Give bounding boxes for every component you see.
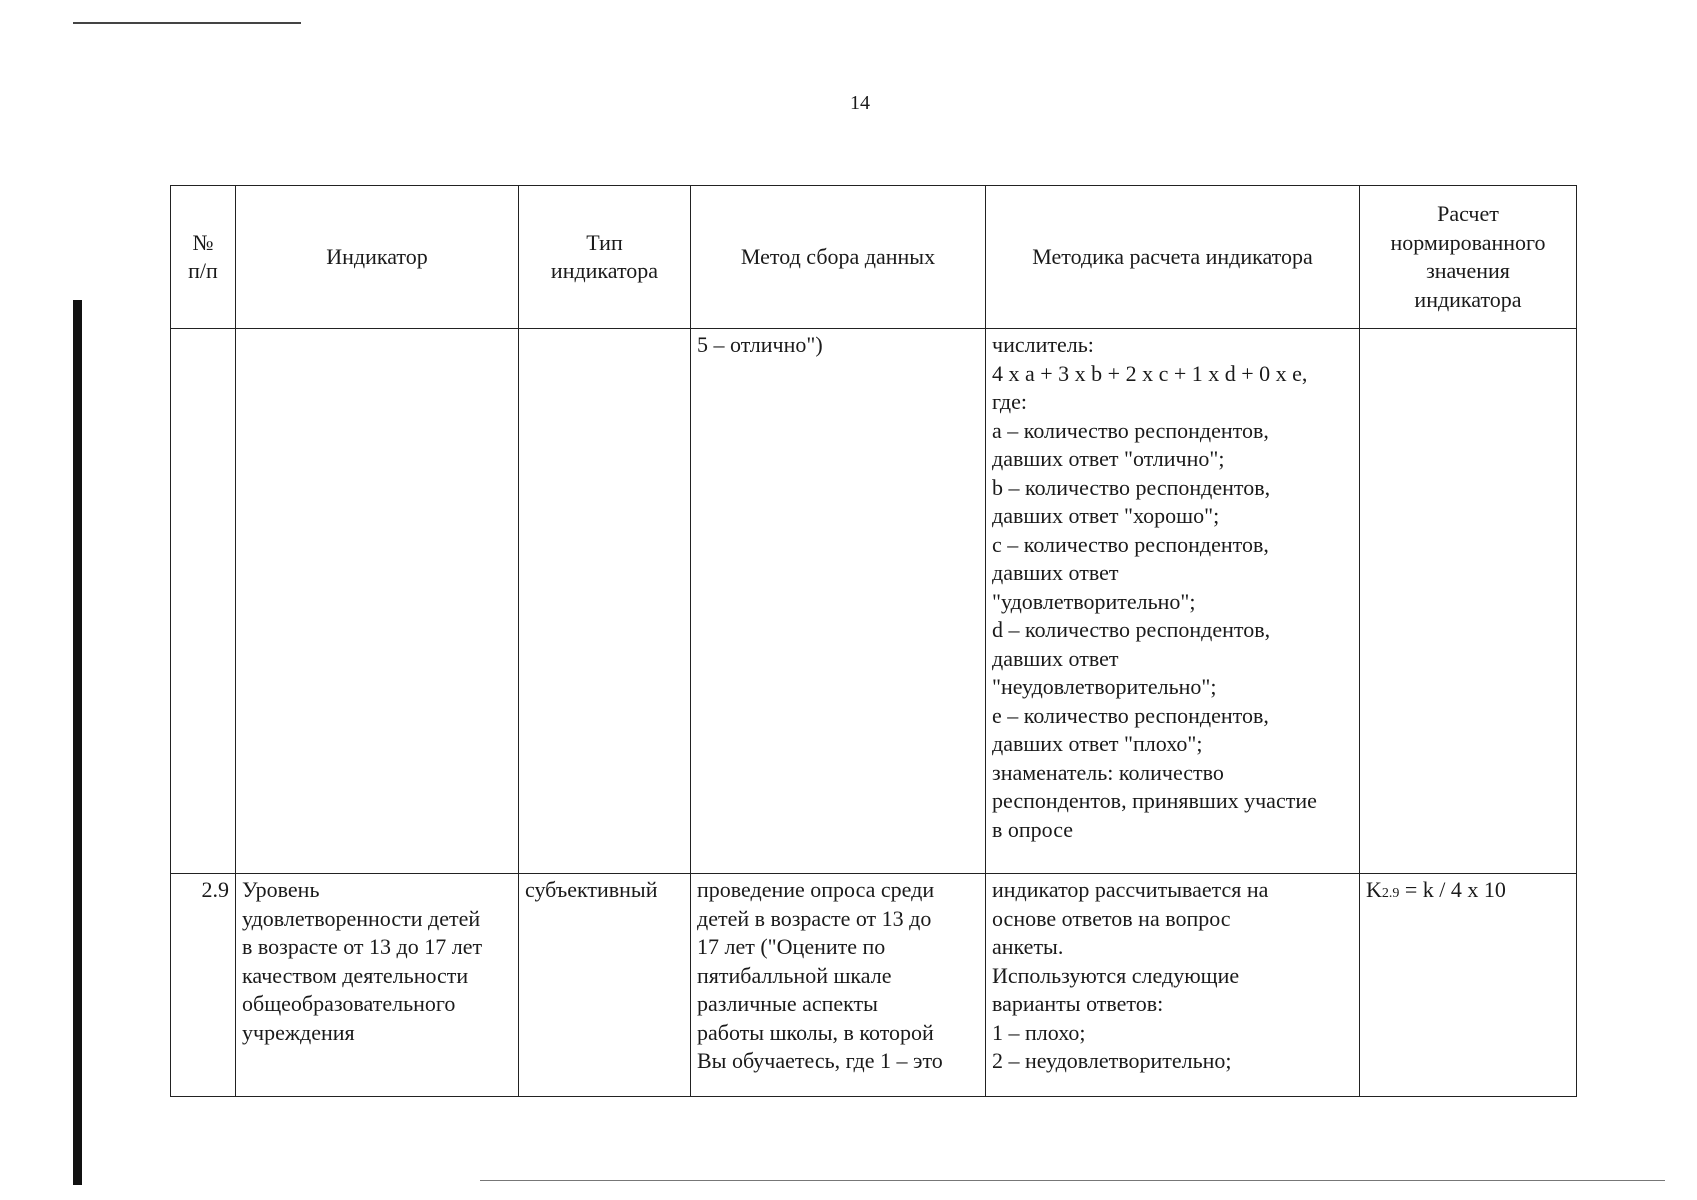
table-row (171, 874, 1577, 1097)
text-line: анкеты. (992, 934, 1064, 959)
cell-method (691, 329, 986, 874)
header-num-line: п/п (188, 258, 218, 283)
bottom-rule (480, 1180, 1665, 1181)
text-line: Вы обучаетесь, где 1 – это (697, 1048, 943, 1073)
header-indicator-line: Индикатор (326, 243, 428, 269)
text-line: 2 – неудовлетворительно; (992, 1048, 1232, 1073)
header-num (171, 186, 236, 329)
header-norm-line: нормированного (1390, 229, 1546, 255)
header-method-line: Метод сбора данных (740, 243, 936, 269)
text-line: c – количество респондентов, (992, 531, 1269, 557)
scan-edge-bar (73, 300, 82, 1185)
text-line: 5 – отлично") (697, 332, 823, 357)
cell-num: 2.9 (171, 874, 236, 1097)
cell-calc (986, 874, 1360, 1097)
header-indicator (236, 186, 519, 329)
text-line: "неудовлетворительно"; (992, 674, 1217, 699)
text-line: качеством деятельности (242, 962, 469, 988)
text-line: где: (992, 389, 1027, 414)
text-line: давших ответ "плохо"; (992, 731, 1203, 756)
text-line: Уровень (242, 877, 320, 902)
cell-indicator (236, 329, 519, 874)
formula-rest: = k / 4 x 10 (1399, 877, 1506, 902)
table-header-row (171, 186, 1577, 329)
header-norm-line: индикатора (1414, 286, 1522, 312)
indicator-table (170, 185, 1577, 1097)
page-number: 14 (850, 92, 870, 114)
text-line: a – количество респондентов, (992, 417, 1269, 443)
text-line: работы школы, в которой (697, 1019, 934, 1045)
formula-k: K (1366, 877, 1382, 902)
cell-calc (986, 329, 1360, 874)
text-line: d – количество респондентов, (992, 617, 1271, 642)
header-norm-line: Расчет (1437, 201, 1499, 226)
text-line: учреждения (242, 1019, 355, 1045)
header-method (691, 186, 986, 329)
text-line: давших ответ (992, 645, 1119, 671)
header-calc-line: Методика расчета индикатора (1032, 243, 1313, 269)
text-line: 4 x a + 3 x b + 2 x c + 1 x d + 0 x e, (992, 360, 1308, 386)
header-type (519, 186, 691, 329)
header-type-line: индикатора (550, 258, 659, 283)
header-num-line: № (192, 229, 214, 255)
text-line: b – количество респондентов, (992, 474, 1271, 500)
header-norm-line: значения (1426, 258, 1510, 283)
cell-type: субъективный (519, 874, 691, 1097)
header-calc (986, 186, 1360, 329)
cell-norm (1360, 329, 1577, 874)
text-line: 1 – плохо; (992, 1019, 1086, 1045)
text-line: "удовлетворительно"; (992, 588, 1196, 614)
text-line: давших ответ (992, 560, 1119, 585)
table-row (171, 329, 1577, 874)
text-line: в возрасте от 13 до 17 лет (242, 934, 483, 959)
text-line: давших ответ "отлично"; (992, 446, 1225, 471)
text-line: общеобразовательного (242, 991, 456, 1016)
cell-indicator (236, 874, 519, 1097)
text-line: Используются следующие (992, 962, 1240, 988)
text-line: индикатор рассчитывается на (992, 877, 1269, 902)
text-line: пятибалльной шкале (697, 962, 892, 988)
text-line: e – количество респондентов, (992, 702, 1269, 728)
text-line: давших ответ "хорошо"; (992, 503, 1220, 528)
text-line: респондентов, принявших участие (992, 788, 1317, 813)
text-line: варианты ответов: (992, 991, 1164, 1016)
formula-subscript: 2.9 (1381, 886, 1400, 901)
text-line: знаменатель: количество (992, 759, 1224, 785)
text-line: числитель: (992, 332, 1094, 357)
top-rule (73, 22, 301, 24)
text-line: удовлетворенности детей (242, 905, 481, 931)
text-line: детей в возрасте от 13 до (697, 905, 932, 931)
text-line: основе ответов на вопрос (992, 905, 1231, 931)
cell-norm (1360, 874, 1577, 1097)
text-line: проведение опроса среди (697, 877, 935, 902)
text-line: различные аспекты (697, 991, 878, 1016)
cell-num (171, 329, 236, 874)
header-norm (1360, 186, 1577, 329)
header-type-line: Тип (586, 229, 623, 255)
cell-type (519, 329, 691, 874)
text-line: в опросе (992, 816, 1074, 842)
text-line: 17 лет ("Оцените по (697, 934, 886, 959)
cell-method (691, 874, 986, 1097)
